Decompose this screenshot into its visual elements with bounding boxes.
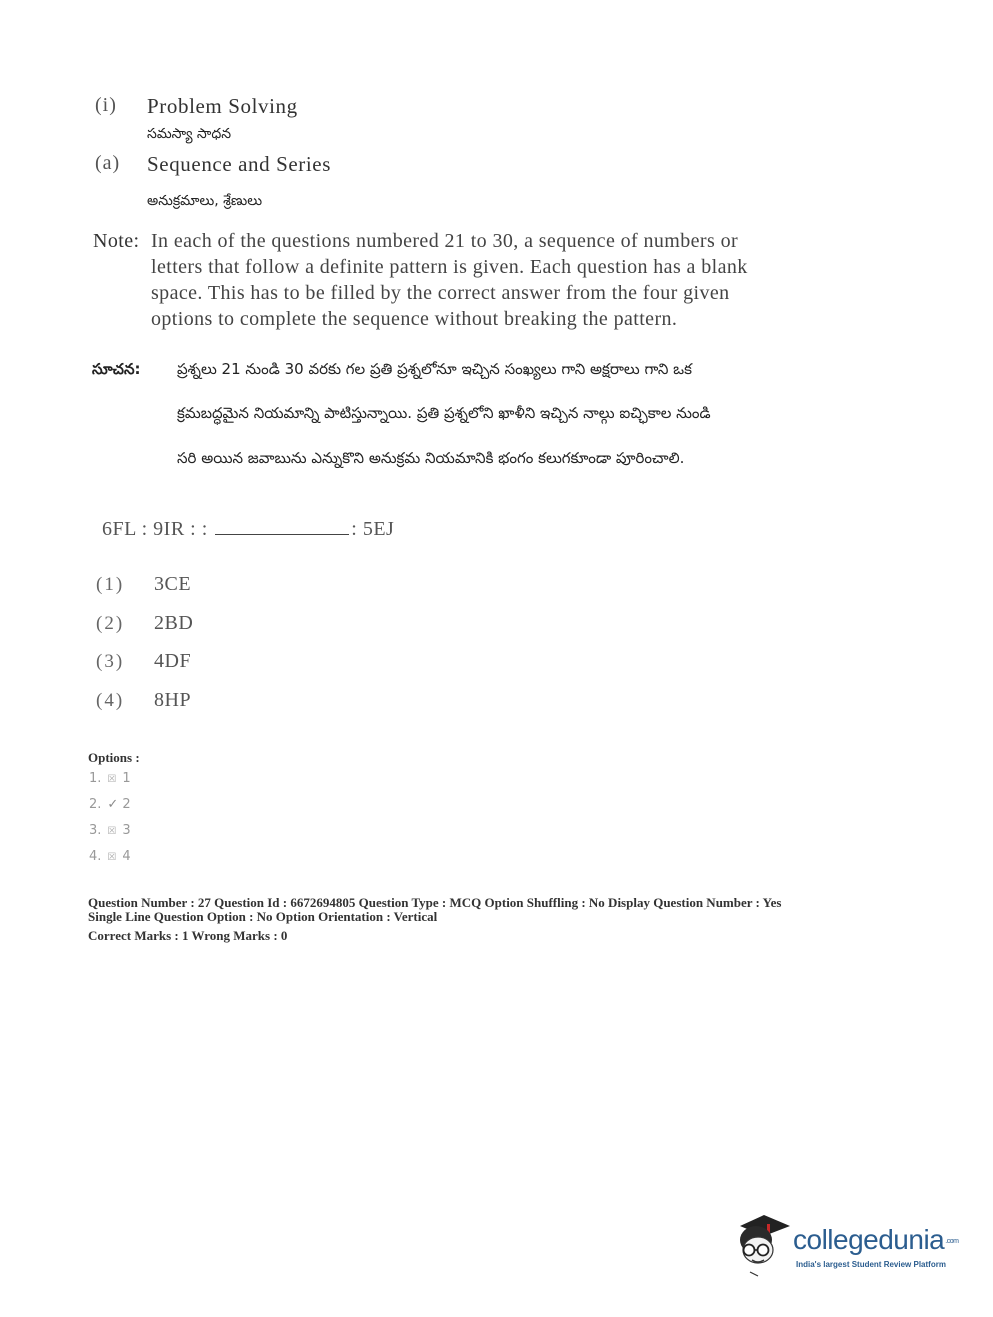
question-prefix: 6FL : 9IR : : xyxy=(102,518,208,540)
subsection-title: Sequence and Series xyxy=(147,152,332,176)
logo-name: collegedunia xyxy=(793,1224,945,1255)
note-label: Note: xyxy=(93,230,140,252)
collegedunia-mascot-icon xyxy=(734,1210,794,1280)
note-telugu-line: ప్రశ్నలు 21 నుండి 30 వరకు గల ప్రతి ప్రశ్నలోనూ ఇచ్చిన సంఖ్యలు గాని అక్షరాలు గాని ఒక xyxy=(177,360,692,378)
section-title: Problem Solving xyxy=(147,94,298,118)
wrong-mark-icon: ☒ xyxy=(107,774,117,785)
section-number: (i) xyxy=(95,94,117,116)
choice-number: (1) xyxy=(96,574,125,595)
question-meta-line: Correct Marks : 1 Wrong Marks : 0 xyxy=(88,928,288,943)
option-value: 3 xyxy=(122,823,131,838)
choice-number: (2) xyxy=(96,613,125,634)
logo-com: .com xyxy=(945,1238,959,1246)
note-line: options to complete the sequence without breaking the pattern. xyxy=(151,308,678,330)
question-blank xyxy=(215,518,349,535)
question-suffix: : 5EJ xyxy=(351,518,395,540)
option-index: 3. xyxy=(89,823,102,838)
subsection-number: (a) xyxy=(95,152,121,174)
note-line: space. This has to be filled by the correct answer from the four given xyxy=(151,282,730,304)
choice-value: 3CE xyxy=(154,573,192,595)
logo-tagline: India's largest Student Review Platform xyxy=(796,1260,946,1269)
wrong-mark-icon: ☒ xyxy=(107,852,117,863)
choice-value: 4DF xyxy=(154,650,192,672)
note-line: In each of the questions numbered 21 to 30, a sequence of numbers or xyxy=(151,230,739,252)
wrong-mark-icon: ☒ xyxy=(107,826,117,837)
option-row xyxy=(89,797,131,812)
choice-value: 2BD xyxy=(154,612,194,634)
note-text xyxy=(151,228,819,332)
choice-number: (4) xyxy=(96,690,125,711)
option-index: 1. xyxy=(89,771,102,786)
note-telugu-line: క్రమబద్ధమైన నియమాన్ని పాటిస్తున్నాయి. ప్రతి ప్రశ్నలోని ఖాళీని ఇచ్చిన నాల్గు ఐచ్ఛికాల నుండి xyxy=(177,404,711,422)
section-title-telugu: సమస్యా సాధన xyxy=(147,126,232,142)
note-line: letters that follow a definite pattern is given. Each question has a blank xyxy=(151,256,748,278)
collegedunia-logo-text xyxy=(793,1224,958,1256)
option-row xyxy=(89,823,131,838)
option-value: 4 xyxy=(122,849,131,864)
note-telugu-line: సరి అయిన జవాబును ఎన్నుకొని అనుక్రమ నియమానికి భంగం కలుగకూండా పూరించాలి. xyxy=(177,449,685,467)
option-row xyxy=(89,771,131,786)
option-value: 1 xyxy=(122,771,131,786)
options-label: Options : xyxy=(88,750,140,765)
subsection-title-telugu: అనుక్రమాలు, శ్రేణులు xyxy=(147,193,263,209)
option-index: 4. xyxy=(89,849,102,864)
question-meta-line: Question Number : 27 Question Id : 6672694805 Question Type : MCQ Option Shuffling : No Display Question Number : Yes xyxy=(88,895,782,910)
option-row xyxy=(89,849,131,864)
choice-number: (3) xyxy=(96,651,125,672)
option-index: 2. xyxy=(89,797,102,812)
correct-check-icon: ✓ xyxy=(107,797,119,812)
choice-value: 8HP xyxy=(154,689,192,711)
question-text xyxy=(102,518,394,541)
option-value: 2 xyxy=(122,797,131,812)
question-meta-line: Single Line Question Option : No Option Orientation : Vertical xyxy=(88,909,438,924)
note-telugu-label: సూచన: xyxy=(92,360,141,378)
